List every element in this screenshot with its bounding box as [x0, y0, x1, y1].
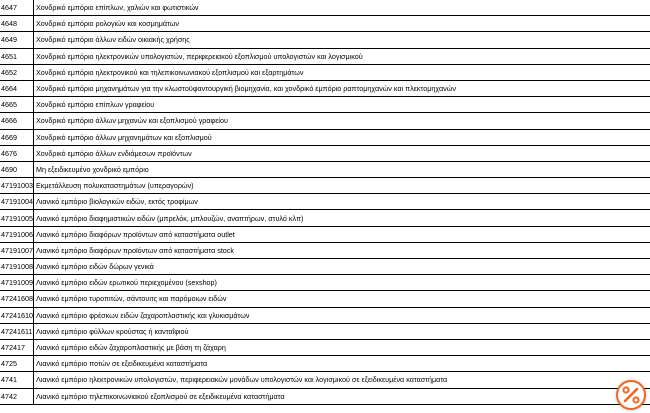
- activity-description: Χονδρικό εμπόριο άλλων ειδών οικιακής χρήσης: [34, 32, 650, 48]
- activity-code: 4664: [0, 80, 34, 96]
- activity-description: Χονδρικό εμπόριο ηλεκτρονικού και τηλεπικοινωνιακού εξοπλισμού και εξαρτημάτων: [34, 64, 650, 80]
- table-row: [0, 97, 650, 113]
- activity-code: 47191004: [0, 194, 34, 210]
- activity-code: 4651: [0, 48, 34, 64]
- activity-description: Χονδρικό εμπόριο ηλεκτρονικών υπολογιστών, περιφερειακού εξοπλισμού υπολογιστών και λογισμικού: [34, 48, 650, 64]
- activity-description: Λιανικό εμπόριο τυροπιτών, σάντουιτς και παρόμοιων ειδών: [34, 291, 650, 307]
- table-row: [0, 210, 650, 226]
- activity-code: 47191005: [0, 210, 34, 226]
- activity-description: Χονδρικό εμπόριο άλλων ενδιάμεσων προϊόντων: [34, 145, 650, 161]
- table-row: [0, 113, 650, 129]
- activity-code: 4742: [0, 388, 34, 404]
- activity-code: 47241608: [0, 291, 34, 307]
- activity-description: Μη εξειδικευμένο χονδρικό εμπόριο: [34, 161, 650, 177]
- activity-description: Χονδρικό εμπόριο επίπλων γραφείου: [34, 97, 650, 113]
- activity-code: 47191009: [0, 275, 34, 291]
- activity-description: Χονδρικό εμπόριο άλλων μηχανών και εξοπλισμού γραφείου: [34, 113, 650, 129]
- table-row: [0, 64, 650, 80]
- table-row: [0, 226, 650, 242]
- table-row: [0, 129, 650, 145]
- activity-code: 47241611: [0, 323, 34, 339]
- activity-description: Λιανικό εμπόριο διαφημιστικών ειδών (μπρελόκ, μπλουζών, αναπτήρων, στυλό κλπ): [34, 210, 650, 226]
- activity-description: Χονδρικό εμπόριο μηχανημάτων για την κλωστοϋφαντουργική βιομηχανία, και χονδρικό εμπόριο ραπτομηχανών και πλεκτομηχανών: [34, 80, 650, 96]
- activity-description: Λιανικό εμπόριο ειδών ερωτικού περιεχομένου (sexshop): [34, 275, 650, 291]
- activity-code: 4666: [0, 113, 34, 129]
- table-row: [0, 372, 650, 388]
- activity-code: 47191006: [0, 226, 34, 242]
- activity-code: 4669: [0, 129, 34, 145]
- table-row: [0, 178, 650, 194]
- table-row: [0, 16, 650, 32]
- activity-description: Λιανικό εμπόριο τηλεπικοινωνιακού εξοπλισμού σε εξειδικευμένα καταστήματα: [34, 388, 650, 404]
- table-row: [0, 32, 650, 48]
- table-row: [0, 0, 650, 16]
- table-row: [0, 259, 650, 275]
- activity-description: Χονδρικό εμπόριο άλλων μηχανημάτων και εξοπλισμού: [34, 129, 650, 145]
- table-row: [0, 339, 650, 355]
- activity-description: Λιανικό εμπόριο ειδών ζαχαροπλαστικής με βάση τη ζάχαρη: [34, 339, 650, 355]
- activity-description: Λιανικό εμπόριο ειδών δώρων γενικά: [34, 259, 650, 275]
- activity-code: 4665: [0, 97, 34, 113]
- activity-description: Λιανικό εμπόριο βιολογικών ειδών, εκτός τροφίμων: [34, 194, 650, 210]
- activity-code: 4652: [0, 64, 34, 80]
- percent-logo-icon: [616, 380, 646, 410]
- table-row: [0, 307, 650, 323]
- activity-code: 4648: [0, 16, 34, 32]
- activity-description: Λιανικό εμπόριο ποτών σε εξειδικευμένα καταστήματα: [34, 356, 650, 372]
- activity-code: 4690: [0, 161, 34, 177]
- activity-description: Εκμετάλλευση πολυκαταστημάτων (υπεραγορών): [34, 178, 650, 194]
- activity-code: 4725: [0, 356, 34, 372]
- activity-code: 472417: [0, 339, 34, 355]
- activity-code: 4647: [0, 0, 34, 16]
- activity-code: 4741: [0, 372, 34, 388]
- table-row: [0, 275, 650, 291]
- table-row: [0, 291, 650, 307]
- activity-code: 47241610: [0, 307, 34, 323]
- table-row: [0, 356, 650, 372]
- table-row: [0, 48, 650, 64]
- activity-code: 47191007: [0, 242, 34, 258]
- activity-description: Χονδρικό εμπόριο ρολογιών και κοσμημάτων: [34, 16, 650, 32]
- activity-description: Λιανικό εμπόριο διαφόρων προϊόντων από καταστήματα outlet: [34, 226, 650, 242]
- activity-code: 47191008: [0, 259, 34, 275]
- activity-code: 4676: [0, 145, 34, 161]
- activity-description: Χονδρικό εμπόριο επίπλων, χαλιών και φωτιστικών: [34, 0, 650, 16]
- activity-code: 4649: [0, 32, 34, 48]
- table-row: [0, 145, 650, 161]
- table-row: [0, 242, 650, 258]
- table-row: [0, 194, 650, 210]
- activity-code: 47191003: [0, 178, 34, 194]
- activity-description: Λιανικό εμπόριο ηλεκτρονικών υπολογιστών, περιφερειακών μονάδων υπολογιστών και λογισμικού σε εξειδικευμένα καταστήματα: [34, 372, 650, 388]
- table-row: [0, 80, 650, 96]
- activity-description: Λιανικό εμπόριο διαφόρων προϊόντων από καταστήματα stock: [34, 242, 650, 258]
- table-row: [0, 323, 650, 339]
- activity-description: Λιανικό εμπόριο φρέσκων ειδών ζαχαροπλαστικής και γλυκισμάτων: [34, 307, 650, 323]
- table-row: [0, 161, 650, 177]
- activity-description: Λιανικό εμπόριο φύλλων κρούστας ή κανταΐφιού: [34, 323, 650, 339]
- table-row: [0, 388, 650, 404]
